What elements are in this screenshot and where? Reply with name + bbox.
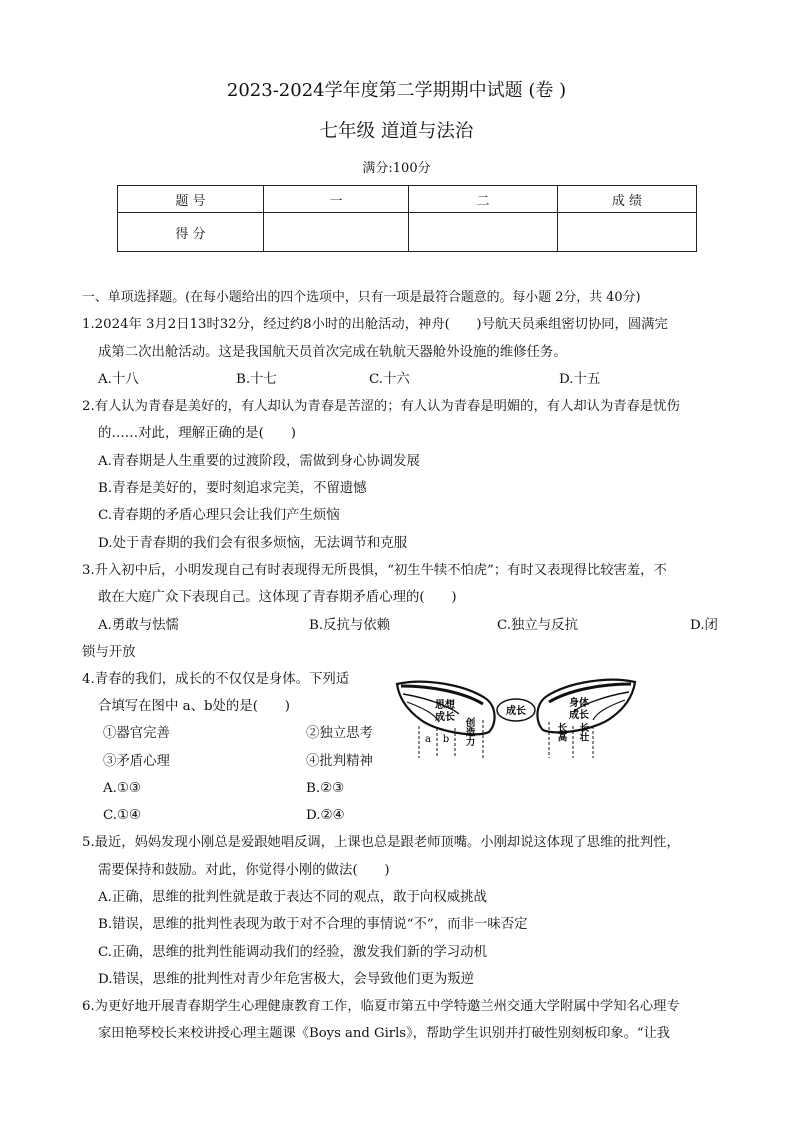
section-heading: 一、单项选择题。(在每小题给出的四个选项中，只有一项是最符合题意的。每小题 2分，共 40分) xyxy=(82,290,641,305)
option-a[interactable]: A.十八 xyxy=(98,372,139,387)
question-2-text: 2.有人认为青春是美好的，有人却认为青春是苦涩的；有人认为青春是明媚的，有人却认为青春是忧伤 xyxy=(82,399,680,414)
item-2: ②独立思考 xyxy=(306,726,373,741)
exam-title: 2023-2024学年度第二学期期中试题 (卷 ) xyxy=(226,80,567,101)
option-d[interactable]: D.②④ xyxy=(306,808,345,823)
option-b[interactable]: B.错误，思维的批判性表现为敢于对不合理的事情说“不”，而非一味否定 xyxy=(98,917,528,932)
question-4-text: 4.青春的我们，成长的不仅仅是身体。下列适 xyxy=(82,672,350,687)
option-d[interactable]: D.错误，思维的批判性对青少年危害极大，会导致他们更为叛逆 xyxy=(98,972,475,987)
question-5-text: 需要保持和鼓励。对此，你觉得小刚的做法( ) xyxy=(98,863,390,878)
item-4: ④批判精神 xyxy=(306,754,373,769)
left-wing-label: 成长 xyxy=(435,712,455,723)
exam-subtitle: 七年级 道道与法治 xyxy=(319,121,474,142)
score-table-header: 题 号 xyxy=(118,186,264,213)
option-c[interactable]: C.正确，思维的批判性能调动我们的经验，激发我们新的学习动机 xyxy=(98,945,487,960)
center-label: 成长 xyxy=(506,706,526,717)
question-6-text: 家田艳琴校长来校讲授心理主题课《Boys and Girls》，帮助学生识别并打破性别刻板印象。“让我 xyxy=(98,1026,670,1041)
question-1-text: 1.2024年 3月2日13时32分，经过约8小时的出舱活动，神舟( )号航天员乘组密切协同，圆满完 xyxy=(82,317,668,332)
left-item-label: 创造力 xyxy=(463,717,475,747)
option-a[interactable]: A.①③ xyxy=(103,781,141,796)
question-4-text: 合填写在图中 a、b处的是( ) xyxy=(98,699,290,714)
option-c[interactable]: C.十六 xyxy=(369,372,410,387)
left-wing-label: 思想 xyxy=(435,700,455,711)
question-2-text: 的……对此，理解正确的是( ) xyxy=(98,426,296,441)
full-score: 满分:100分 xyxy=(362,161,431,176)
growth-wings-figure xyxy=(393,676,639,760)
item-3: ③矛盾心理 xyxy=(103,754,170,769)
option-c[interactable]: C.①④ xyxy=(103,808,142,823)
score-table-header: 二 xyxy=(409,186,558,213)
option-b[interactable]: B.②③ xyxy=(306,781,345,796)
item-1: ①器官完善 xyxy=(103,726,170,741)
option-a[interactable]: A.青春期是人生重要的过渡阶段，需做到身心协调发展 xyxy=(98,454,420,469)
option-c[interactable]: C.独立与反抗 xyxy=(497,618,578,633)
question-6-text: 6.为更好地开展青春期学生心理健康教育工作，临夏市第五中学特邀兰州交通大学附属中学知名心理专 xyxy=(82,999,680,1014)
option-d[interactable]: D.十五 xyxy=(559,372,601,387)
question-3-text: 敢在大庭广众下表现自己。这体现了青春期矛盾心理的( ) xyxy=(98,590,457,605)
right-item-label: 长高 xyxy=(555,722,567,742)
score-cell[interactable] xyxy=(264,213,409,252)
option-d[interactable]: D.处于青春期的我们会有很多烦恼，无法调节和克服 xyxy=(98,536,408,551)
question-3-text: 3.升入初中后，小明发现自己有时表现得无所畏惧，“初生牛犊不怕虎”；有时又表现得比较害羞，不 xyxy=(82,563,667,578)
option-c[interactable]: C.青春期的矛盾心理只会让我们产生烦恼 xyxy=(98,508,340,523)
option-b[interactable]: B.十七 xyxy=(236,372,277,387)
option-a[interactable]: A.勇敢与怯懦 xyxy=(98,618,179,633)
slot-b: b xyxy=(442,734,450,745)
option-a[interactable]: A.正确，思维的批判性就是敢于表达不同的观点，敢于向权威挑战 xyxy=(98,890,487,905)
option-d-wrap: 锁与开放 xyxy=(82,645,136,660)
slot-a: a xyxy=(425,734,431,745)
score-row-label: 得 分 xyxy=(118,213,264,252)
option-d[interactable]: D.闭 xyxy=(690,618,718,633)
option-b[interactable]: B.青春是美好的，要时刻追求完美，不留遗憾 xyxy=(98,481,367,496)
score-table-header: 成 绩 xyxy=(558,186,697,213)
score-cell[interactable] xyxy=(409,213,558,252)
right-item-label: 长壮 xyxy=(577,722,589,742)
score-table xyxy=(117,185,697,252)
right-wing-label: 成长 xyxy=(569,710,589,721)
question-1-text: 成第二次出舱活动。这是我国航天员首次完成在轨航天器舱外设施的维修任务。 xyxy=(98,345,567,360)
question-5-text: 5.最近，妈妈发现小刚总是爱跟她唱反调，上课也总是跟老师顶嘴。小刚却说这体现了思维的批判性， xyxy=(82,835,680,850)
option-b[interactable]: B.反抗与依赖 xyxy=(309,618,391,633)
score-table-header: 一 xyxy=(264,186,409,213)
right-wing-label: 身体 xyxy=(569,698,589,709)
score-cell[interactable] xyxy=(558,213,697,252)
